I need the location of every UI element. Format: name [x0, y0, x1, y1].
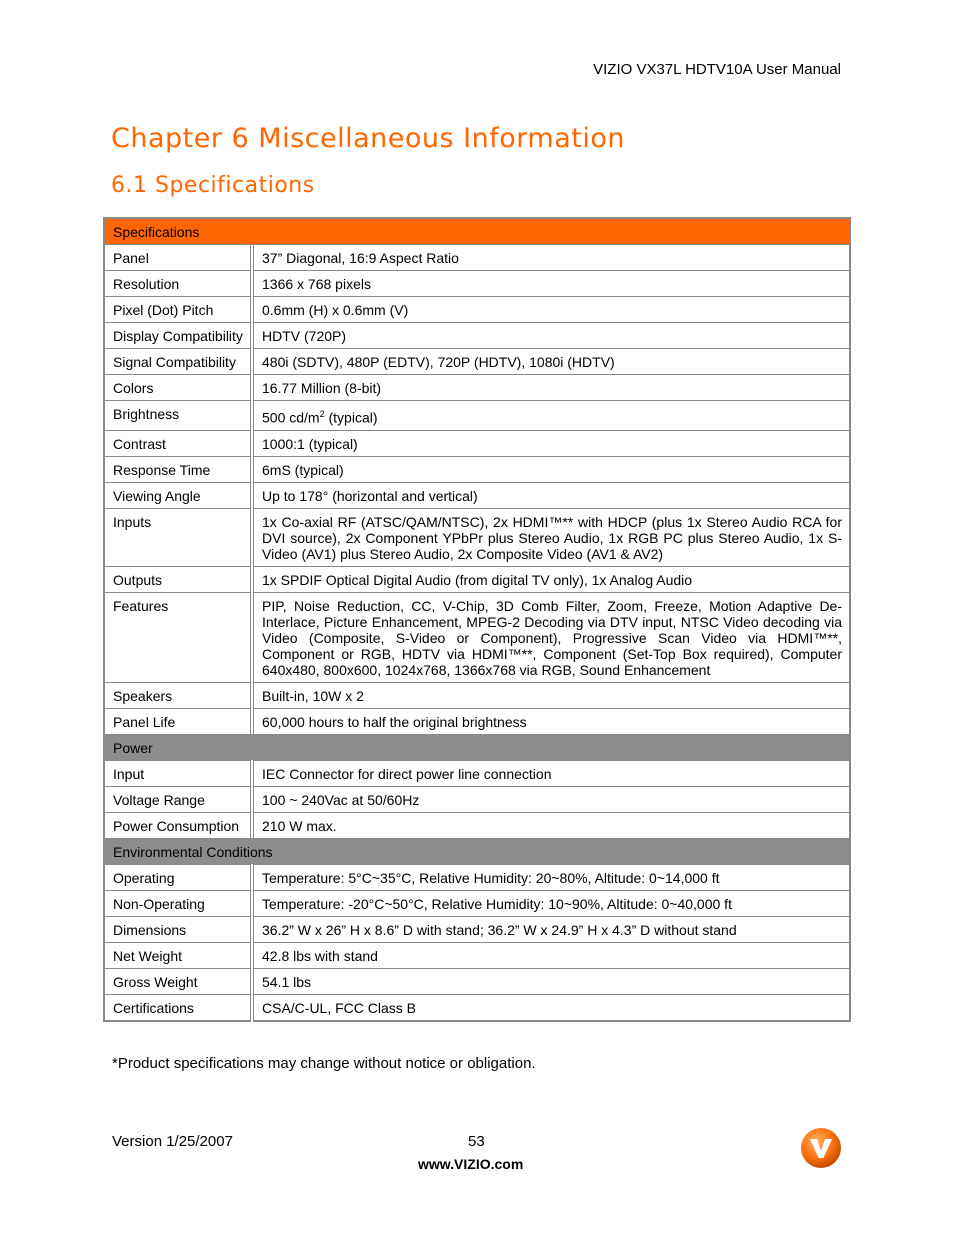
spec-label: Panel	[104, 245, 252, 271]
table-row	[104, 456, 850, 482]
spec-label: Contrast	[104, 430, 252, 456]
spec-label: Features	[104, 592, 252, 682]
spec-label: Outputs	[104, 566, 252, 592]
spec-label: Pixel (Dot) Pitch	[104, 297, 252, 323]
spec-label: Dimensions	[104, 916, 252, 942]
spec-value-suffix: (typical)	[324, 409, 378, 426]
spec-label: Resolution	[104, 271, 252, 297]
spec-value: HDTV (720P)	[252, 323, 850, 349]
spec-value: CSA/C-UL, FCC Class B	[252, 994, 850, 1021]
table-row	[104, 271, 850, 297]
table-row	[104, 994, 850, 1021]
spec-label: Operating	[104, 864, 252, 890]
spec-value: 54.1 lbs	[252, 968, 850, 994]
spec-label: Signal Compatibility	[104, 349, 252, 375]
spec-label: Power Consumption	[104, 812, 252, 838]
spec-label: Brightness	[104, 401, 252, 431]
spec-label: Voltage Range	[104, 786, 252, 812]
spec-label: Viewing Angle	[104, 482, 252, 508]
table-row	[104, 566, 850, 592]
specifications-header-row	[104, 218, 850, 245]
spec-value: 1366 x 768 pixels	[252, 271, 850, 297]
spec-value: 16.77 Million (8-bit)	[252, 375, 850, 401]
environment-header-row	[104, 838, 850, 864]
table-row	[104, 682, 850, 708]
chapter-title: Chapter 6 Miscellaneous Information	[111, 123, 625, 154]
running-header: VIZIO VX37L HDTV10A User Manual	[593, 61, 841, 78]
page-number: 53	[468, 1133, 485, 1150]
spec-label: Net Weight	[104, 942, 252, 968]
spec-label: Non-Operating	[104, 890, 252, 916]
table-row	[104, 890, 850, 916]
spec-label: Certifications	[104, 994, 252, 1021]
spec-table	[103, 217, 851, 1022]
table-row	[104, 323, 850, 349]
section-title: 6.1 Specifications	[111, 173, 315, 198]
table-row	[104, 375, 850, 401]
website-link[interactable]: www.VIZIO.com	[418, 1156, 524, 1172]
spec-value: 1x Co-axial RF (ATSC/QAM/NTSC), 2x HDMI™** with HDCP (plus 1x Stereo Audio RCA for DVI source), 2x Component YPbPr plus Stereo Audio, 1x RGB PC plus Stereo Audio, 1x S-Video (AV1) plus Stereo Audio, 2x Composite Video (AV1 & AV2)	[252, 508, 850, 566]
spec-value: 480i (SDTV), 480P (EDTV), 720P (HDTV), 1080i (HDTV)	[252, 349, 850, 375]
spec-value: 1x SPDIF Optical Digital Audio (from digital TV only), 1x Analog Audio	[252, 566, 850, 592]
table-row	[104, 508, 850, 566]
spec-label: Response Time	[104, 456, 252, 482]
spec-value	[252, 401, 850, 431]
spec-value: Built-in, 10W x 2	[252, 682, 850, 708]
spec-label: Speakers	[104, 682, 252, 708]
superscript: 2	[319, 409, 325, 419]
spec-label: Gross Weight	[104, 968, 252, 994]
spec-table-body	[104, 218, 850, 1021]
spec-label: Colors	[104, 375, 252, 401]
table-row	[104, 401, 850, 431]
specifications-header-row-label: Specifications	[104, 218, 850, 245]
spec-label: Inputs	[104, 508, 252, 566]
version-label: Version 1/25/2007	[112, 1133, 233, 1150]
table-row	[104, 812, 850, 838]
spec-label: Panel Life	[104, 708, 252, 734]
table-row	[104, 430, 850, 456]
table-row	[104, 297, 850, 323]
environment-header-row-label: Environmental Conditions	[104, 838, 850, 864]
spec-value: 100 ~ 240Vac at 50/60Hz	[252, 786, 850, 812]
spec-value: Temperature: -20°C~50°C, Relative Humidity: 10~90%, Altitude: 0~40,000 ft	[252, 890, 850, 916]
table-row	[104, 968, 850, 994]
spec-value-text: 500 cd/m	[262, 409, 320, 426]
table-row	[104, 942, 850, 968]
table-row	[104, 482, 850, 508]
table-row	[104, 864, 850, 890]
table-row	[104, 786, 850, 812]
spec-value: 210 W max.	[252, 812, 850, 838]
spec-label: Input	[104, 760, 252, 786]
spec-value: Up to 178° (horizontal and vertical)	[252, 482, 850, 508]
spec-value: 36.2” W x 26” H x 8.6” D with stand; 36.2” W x 24.9” H x 4.3” D without stand	[252, 916, 850, 942]
spec-value: 1000:1 (typical)	[252, 430, 850, 456]
spec-value: PIP, Noise Reduction, CC, V-Chip, 3D Comb Filter, Zoom, Freeze, Motion Adaptive De-Interlace, Picture Enhancement, MPEG-2 Decoding via DTV input, NTSC Video decoding via Video (Composite, S-Video or Component), Progressive Scan Video via HDMI™**, Component or RGB, HDTV via HDMI™**, Component (Set-Top Box required), Computer 640x480, 800x600, 1024x768, 1366x768 via RGB, Sound Enhancement	[252, 592, 850, 682]
footnote: *Product specifications may change without notice or obligation.	[112, 1055, 536, 1072]
spec-value: 6mS (typical)	[252, 456, 850, 482]
spec-value: 37” Diagonal, 16:9 Aspect Ratio	[252, 245, 850, 271]
table-row	[104, 349, 850, 375]
power-header-row-label: Power	[104, 734, 850, 760]
table-row	[104, 760, 850, 786]
table-row	[104, 916, 850, 942]
table-row	[104, 245, 850, 271]
spec-value: 60,000 hours to half the original brightness	[252, 708, 850, 734]
table-row	[104, 592, 850, 682]
table-row	[104, 708, 850, 734]
spec-value: 42.8 lbs with stand	[252, 942, 850, 968]
spec-value: IEC Connector for direct power line connection	[252, 760, 850, 786]
vizio-v-logo-icon	[800, 1127, 842, 1169]
spec-label: Display Compatibility	[104, 323, 252, 349]
spec-value: Temperature: 5°C~35°C, Relative Humidity: 20~80%, Altitude: 0~14,000 ft	[252, 864, 850, 890]
spec-value: 0.6mm (H) x 0.6mm (V)	[252, 297, 850, 323]
power-header-row	[104, 734, 850, 760]
